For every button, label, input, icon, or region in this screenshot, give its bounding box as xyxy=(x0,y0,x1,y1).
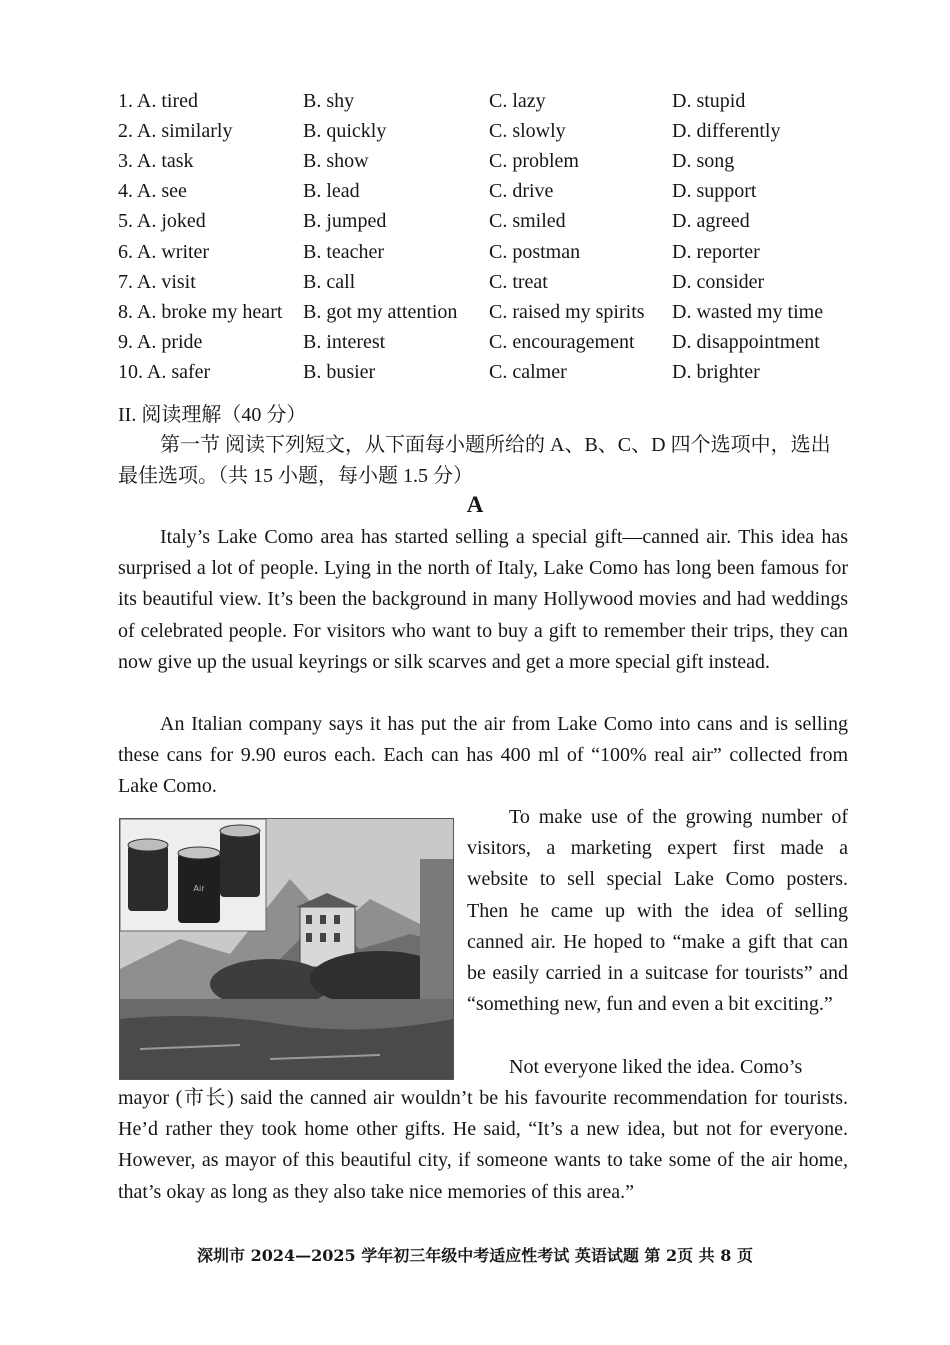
lake-como-illustration xyxy=(120,819,453,1079)
question-row xyxy=(118,328,848,358)
option-c: C. postman xyxy=(489,240,581,263)
option-c: C. lazy xyxy=(489,89,546,112)
paragraph-1: Italy’s Lake Como area has started selling a special gift—canned air. This idea has surprised a lot of people. Lying in the north of Italy, Lake Como has long been famous for its beautiful view. It’s been the background in many Hollywood movies and had weddings of celebrated people. For visitors who want to buy a gift to remember their trips, they can now give up the usual keyrings or silk scarves and get a more special gift instead. xyxy=(118,526,848,673)
option-d: D. support xyxy=(672,180,757,203)
option-d: D. differently xyxy=(672,119,781,142)
option-c: C. raised my spirits xyxy=(489,300,645,323)
question-row xyxy=(118,267,848,297)
option-d: D. song xyxy=(672,149,735,172)
option-b: B. got my attention xyxy=(303,300,458,323)
question-row xyxy=(118,297,848,327)
option-b: B. show xyxy=(303,149,369,172)
option-b: B. quickly xyxy=(303,119,387,142)
option-a: 1. A. tired xyxy=(118,89,198,112)
question-row xyxy=(118,86,848,116)
section-heading: II. 阅读理解（40 分） xyxy=(118,404,307,426)
option-d: D. agreed xyxy=(672,210,750,233)
option-a: 7. A. visit xyxy=(118,270,196,293)
option-d: D. disappointment xyxy=(672,331,820,354)
question-row xyxy=(118,207,848,237)
question-row xyxy=(118,237,848,267)
option-a: 6. A. writer xyxy=(118,240,210,263)
option-c: C. problem xyxy=(489,149,579,172)
answer-options-grid xyxy=(118,86,848,388)
option-d: D. reporter xyxy=(672,240,760,263)
option-b: B. jumped xyxy=(303,210,387,233)
can-label: Air xyxy=(193,884,205,893)
option-a: 4. A. see xyxy=(118,180,187,203)
option-b: B. busier xyxy=(303,361,376,384)
option-c: C. calmer xyxy=(489,361,567,384)
option-b: B. teacher xyxy=(303,240,385,263)
question-row xyxy=(118,177,848,207)
option-a: 3. A. task xyxy=(118,149,194,172)
option-d: D. stupid xyxy=(672,89,746,112)
paragraph-3: To make use of the growing number of visitors, a marketing expert first made a website to sell special Lake Como posters. Then he came up with the idea of selling canned air. He hoped to “make a gift that can be easily carried in a suitcase for tourists” and “something new, fun and even a bit exciting.” xyxy=(467,806,848,1016)
paragraph-4: mayor (市长) said the canned air wouldn’t be his favourite recommendation for tourists. He’d rather they took home other gifts. He said, “It’s a new idea, but not for everyone. However, as mayor of this beautiful city, if someone wants to take some of the air home, that’s okay as long as they also take nice memories of this area.” xyxy=(118,1087,848,1203)
lake-como-photo xyxy=(119,818,454,1080)
option-a: 10. A. safer xyxy=(118,361,211,384)
option-b: B. call xyxy=(303,270,356,293)
passage-title: A xyxy=(466,492,484,517)
paragraph-2: An Italian company says it has put the air from Lake Como into cans and is selling these cans for 9.90 euros each. Each can has 400 ml of “100% real air” collected from Lake Como. xyxy=(118,713,848,798)
option-b: B. shy xyxy=(303,89,355,112)
page-footer: 深圳市 2024—2025 学年初三年级中考适应性考试 英语试题 第 2页 共 8 页 xyxy=(197,1246,753,1265)
question-row xyxy=(118,358,848,388)
option-d: D. consider xyxy=(672,270,765,293)
option-c: C. treat xyxy=(489,270,548,293)
option-a: 2. A. similarly xyxy=(118,119,233,142)
section-instruction: 第一节 阅读下列短文，从下面每小题所给的 A、B、C、D 四个选项中，选出最佳选项。（共 15 小题，每小题 1.5 分） xyxy=(118,434,831,487)
option-a: 8. A. broke my heart xyxy=(118,300,283,323)
question-row xyxy=(118,116,848,146)
option-b: B. lead xyxy=(303,180,360,203)
can-icon xyxy=(220,825,260,897)
can-icon xyxy=(128,839,168,911)
option-c: C. drive xyxy=(489,180,554,203)
can-icon xyxy=(178,847,220,923)
option-a: 5. A. joked xyxy=(118,210,206,233)
paragraph-4-start: Not everyone liked the idea. Como’s xyxy=(509,1056,803,1078)
option-d: D. wasted my time xyxy=(672,300,824,323)
option-c: C. smiled xyxy=(489,210,566,233)
option-b: B. interest xyxy=(303,331,386,354)
question-row xyxy=(118,146,848,176)
option-c: C. slowly xyxy=(489,119,566,142)
option-a: 9. A. pride xyxy=(118,331,203,354)
option-c: C. encouragement xyxy=(489,331,635,354)
option-d: D. brighter xyxy=(672,361,760,384)
